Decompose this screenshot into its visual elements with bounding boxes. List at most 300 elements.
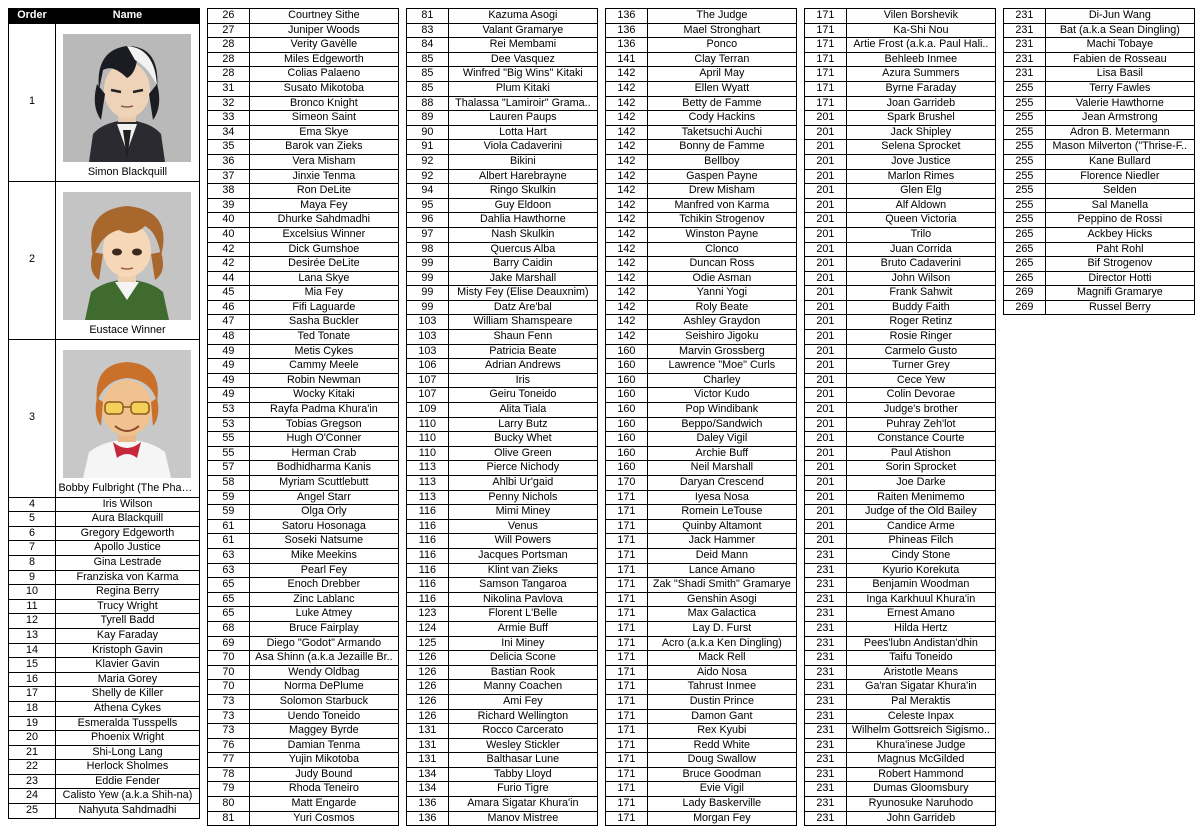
name-header: Name [55,9,199,24]
name-cell: Celeste Inpax [846,709,995,724]
table-row [208,548,399,563]
table-row [208,403,399,418]
name-cell: Inga Karkhuul Khura'in [846,592,995,607]
order-cell: 231 [1004,67,1046,82]
table-row [208,724,399,739]
table-row [805,213,996,228]
table-row [606,548,797,563]
order-cell: 116 [407,563,449,578]
table-row [407,81,598,96]
name-cell: Clonco [647,242,796,257]
order-cell: 10 [9,585,56,600]
name-cell: Nahyuta Sahdmadhi [55,804,199,819]
name-cell: Roger Retinz [846,315,995,330]
name-cell: Charley [647,373,796,388]
order-cell: 33 [208,111,250,126]
order-cell: 142 [606,213,648,228]
bobby-fulbright-portrait-image [63,350,191,478]
order-cell: 171 [606,519,648,534]
table-row [805,446,996,461]
order-cell: 88 [407,96,449,111]
table-row [805,257,996,272]
name-cell: Duncan Ross [647,257,796,272]
order-cell: 171 [805,67,847,82]
name-cell: Pop Windibank [647,403,796,418]
name-cell: Ahlbi Ur'gaid [448,476,597,491]
table-row [407,621,598,636]
name-cell: Ashley Graydon [647,315,796,330]
table-row [9,614,200,629]
name-cell: Rex Kyubi [647,724,796,739]
simon-blackquill-portrait-image [63,34,191,162]
table-row [805,548,996,563]
name-cell: Robert Hammond [846,767,995,782]
table-row [208,111,399,126]
table-row [606,227,797,242]
name-cell: Jove Justice [846,154,995,169]
name-cell: Taifu Toneido [846,651,995,666]
order-cell: 53 [208,403,250,418]
order-cell: 269 [1004,286,1046,301]
name-cell: Yanni Yogi [647,286,796,301]
featured-name: Eustace Winner [89,323,166,336]
table-row [208,651,399,666]
order-cell: 171 [606,811,648,826]
order-cell: 201 [805,330,847,345]
table-row [606,432,797,447]
order-cell: 231 [805,782,847,797]
order-cell: 231 [805,665,847,680]
table-row [1004,9,1195,24]
table-row [606,665,797,680]
order-cell: 95 [407,198,449,213]
name-cell: Joan Garrideb [846,96,995,111]
table-row [407,767,598,782]
table-row [606,38,797,53]
table-row [805,694,996,709]
name-cell: Herlock Sholmes [55,760,199,775]
order-cell: 231 [805,636,847,651]
table-row [805,724,996,739]
table-row [1004,52,1195,67]
table-row [208,38,399,53]
name-cell: Buddy Faith [846,300,995,315]
order-cell: 84 [407,38,449,53]
name-cell: Roly Beate [647,300,796,315]
table-row [606,607,797,622]
order-cell: 171 [606,694,648,709]
name-cell: Colias Palaeno [249,67,398,82]
table-row [1004,227,1195,242]
table-row [805,169,996,184]
table-row [606,388,797,403]
order-cell: 171 [606,607,648,622]
table-row [1004,67,1195,82]
order-cell: 113 [407,461,449,476]
table-row [606,373,797,388]
table-row [606,578,797,593]
order-cell: 171 [805,81,847,96]
name-cell: Ami Fey [448,694,597,709]
name-cell: Kyurio Korekuta [846,563,995,578]
featured-order: 1 [9,23,56,181]
name-cell: Victor Kudo [647,388,796,403]
table-row [1004,198,1195,213]
name-cell: Klint van Zieks [448,563,597,578]
order-cell: 8 [9,555,56,570]
table-row [407,534,598,549]
name-cell: Jacques Portsman [448,548,597,563]
name-cell: Paht Rohl [1045,242,1194,257]
order-cell: 131 [407,724,449,739]
name-cell: Florence Niedler [1045,169,1194,184]
order-cell: 231 [805,563,847,578]
order-cell: 90 [407,125,449,140]
name-cell: Albert Harebrayne [448,169,597,184]
table-row [208,417,399,432]
table-row [407,227,598,242]
name-cell: Glen Elg [846,184,995,199]
order-cell: 63 [208,563,250,578]
table-row [805,388,996,403]
order-cell: 97 [407,227,449,242]
order-cell: 106 [407,359,449,374]
order-cell: 63 [208,548,250,563]
table-row [606,724,797,739]
order-cell: 116 [407,548,449,563]
name-cell: Paul Atishon [846,446,995,461]
name-cell: Judy Bound [249,767,398,782]
order-cell: 231 [805,621,847,636]
order-cell: 79 [208,782,250,797]
name-cell: Winfred "Big Wins" Kitaki [448,67,597,82]
name-cell: Jack Shipley [846,125,995,140]
table-row [9,643,200,658]
name-cell: Carmelo Gusto [846,344,995,359]
order-cell: 231 [1004,23,1046,38]
name-cell: Valant Gramarye [448,23,597,38]
order-cell: 171 [606,651,648,666]
order-cell: 142 [606,184,648,199]
table-row [208,227,399,242]
featured-row [9,339,200,497]
name-cell: Neil Marshall [647,461,796,476]
name-cell: Juan Corrida [846,242,995,257]
name-cell: Benjamin Woodman [846,578,995,593]
order-cell: 55 [208,446,250,461]
name-cell: Bucky Whet [448,432,597,447]
table-row [407,490,598,505]
name-cell: Peppino de Rossi [1045,213,1194,228]
name-cell: Aido Nosa [647,665,796,680]
order-cell: 55 [208,432,250,447]
name-cell: Magnifi Gramarye [1045,286,1194,301]
order-cell: 201 [805,373,847,388]
table-row [9,731,200,746]
table-row [606,169,797,184]
table-row [407,184,598,199]
table-row [606,680,797,695]
name-cell: Manov Mistree [448,811,597,826]
table-row [805,330,996,345]
table-row [208,9,399,24]
order-cell: 231 [805,651,847,666]
name-cell: Sorin Sprocket [846,461,995,476]
order-cell: 16 [9,672,56,687]
name-cell: Bif Strogenov [1045,257,1194,272]
order-cell: 94 [407,184,449,199]
order-cell: 28 [208,38,250,53]
name-cell: Vera Misham [249,154,398,169]
order-cell: 116 [407,505,449,520]
order-cell: 142 [606,271,648,286]
order-cell: 46 [208,300,250,315]
name-cell: Dahlia Hawthorne [448,213,597,228]
order-cell: 171 [606,782,648,797]
table-row [9,599,200,614]
order-cell: 107 [407,388,449,403]
name-cell: Phoenix Wright [55,731,199,746]
order-cell: 171 [606,709,648,724]
order-cell: 231 [805,607,847,622]
table-row [606,257,797,272]
name-cell: Rosie Ringer [846,330,995,345]
table-row [208,665,399,680]
table-row [407,505,598,520]
order-cell: 42 [208,242,250,257]
table-row [208,811,399,826]
order-cell: 160 [606,403,648,418]
order-cell: 34 [208,125,250,140]
order-cell: 92 [407,154,449,169]
order-cell: 73 [208,694,250,709]
name-cell: Ted Tonate [249,330,398,345]
table-row [407,636,598,651]
order-cell: 28 [208,52,250,67]
order-cell: 171 [606,724,648,739]
order-cell: 201 [805,198,847,213]
order-cell: 255 [1004,81,1046,96]
name-cell: Fifi Laguarde [249,300,398,315]
name-cell: Selden [1045,184,1194,199]
table-row [805,111,996,126]
order-cell: 65 [208,578,250,593]
table-row [1004,242,1195,257]
table-row [208,23,399,38]
table-row [208,184,399,199]
table-row [407,330,598,345]
order-cell: 27 [208,23,250,38]
table-row [606,96,797,111]
table-row [1004,140,1195,155]
name-cell: Klavier Gavin [55,658,199,673]
order-cell: 231 [805,738,847,753]
table-row [606,125,797,140]
name-cell: Bellboy [647,154,796,169]
name-cell: Candice Arme [846,519,995,534]
name-cell: Cody Hackins [647,111,796,126]
name-cell: Kay Faraday [55,628,199,643]
name-cell: Thalassa "Lamiroir" Grama.. [448,96,597,111]
table-row [407,548,598,563]
table-row [407,724,598,739]
name-cell: Ellen Wyatt [647,81,796,96]
name-cell: Lawrence "Moe" Curls [647,359,796,374]
name-cell: Guy Eldoon [448,198,597,213]
order-cell: 231 [805,548,847,563]
order-cell: 134 [407,767,449,782]
order-cell: 160 [606,432,648,447]
table-row [407,563,598,578]
table-row [9,774,200,789]
table-row [208,753,399,768]
name-cell: Dumas Gloomsbury [846,782,995,797]
ranking-table-1 [8,8,200,819]
name-cell: Daryan Crescend [647,476,796,491]
name-cell: Gina Lestrade [55,555,199,570]
order-cell: 38 [208,184,250,199]
table-row [606,767,797,782]
order-cell: 131 [407,738,449,753]
order-cell: 65 [208,592,250,607]
table-row [805,315,996,330]
name-cell: Miles Edgeworth [249,52,398,67]
order-cell: 142 [606,300,648,315]
table-row [407,519,598,534]
name-cell: Bat (a.k.a Sean Dingling) [1045,23,1194,38]
order-cell: 142 [606,315,648,330]
name-cell: Khura'inese Judge [846,738,995,753]
order-cell: 13 [9,628,56,643]
name-cell: Trucy Wright [55,599,199,614]
order-cell: 171 [606,548,648,563]
table-row [805,140,996,155]
name-cell: Tabby Lloyd [448,767,597,782]
order-cell: 160 [606,344,648,359]
order-cell: 85 [407,81,449,96]
table-row [208,563,399,578]
order-cell: 201 [805,417,847,432]
featured-cell [55,181,199,339]
table-row [208,490,399,505]
order-cell: 201 [805,257,847,272]
name-cell: Mason Milverton ("Thrise-F.. [1045,140,1194,155]
order-cell: 99 [407,257,449,272]
table-row [208,505,399,520]
name-cell: Datz Are'bal [448,300,597,315]
table-row [805,592,996,607]
name-cell: Joe Darke [846,476,995,491]
order-cell: 32 [208,96,250,111]
table-row [407,38,598,53]
name-cell: Richard Wellington [448,709,597,724]
order-cell: 22 [9,760,56,775]
name-cell: Wendy Oldbag [249,665,398,680]
name-cell: Soseki Natsume [249,534,398,549]
order-cell: 265 [1004,271,1046,286]
order-cell: 126 [407,680,449,695]
table-row [9,745,200,760]
table-row [407,607,598,622]
table-row [208,373,399,388]
order-cell: 255 [1004,111,1046,126]
table-row [407,9,598,24]
name-cell: Betty de Famme [647,96,796,111]
table-row [805,81,996,96]
table-row [606,111,797,126]
name-cell: Myriam Scuttlebutt [249,476,398,491]
order-cell: 28 [208,67,250,82]
table-row [407,797,598,812]
order-cell: 36 [208,154,250,169]
order-cell: 142 [606,154,648,169]
order-cell: 142 [606,140,648,155]
order-cell: 231 [805,680,847,695]
name-cell: April May [647,67,796,82]
order-cell: 160 [606,461,648,476]
name-cell: Pierce Nichody [448,461,597,476]
name-cell: Vilen Borshevik [846,9,995,24]
name-cell: Calisto Yew (a.k.a Shih-na) [55,789,199,804]
table-row [9,789,200,804]
table-row [407,154,598,169]
name-cell: Dick Gumshoe [249,242,398,257]
order-cell: 201 [805,359,847,374]
order-cell: 110 [407,417,449,432]
name-cell: Uendo Toneido [249,709,398,724]
name-cell: Constance Courte [846,432,995,447]
table-row [407,344,598,359]
order-cell: 76 [208,738,250,753]
order-cell: 21 [9,745,56,760]
order-cell: 255 [1004,96,1046,111]
order-cell: 171 [805,96,847,111]
name-cell: Penny Nichols [448,490,597,505]
order-cell: 61 [208,519,250,534]
name-cell: Gregory Edgeworth [55,526,199,541]
name-cell: Ernest Amano [846,607,995,622]
name-cell: Morgan Fey [647,811,796,826]
name-cell: Rocco Carcerato [448,724,597,739]
table-row [606,797,797,812]
order-cell: 171 [606,534,648,549]
name-cell: Quinby Altamont [647,519,796,534]
table-row [805,782,996,797]
name-cell: Colin Devorae [846,388,995,403]
order-cell: 160 [606,417,648,432]
table-row [407,140,598,155]
order-cell: 99 [407,286,449,301]
table-row [9,585,200,600]
table-row [9,628,200,643]
name-cell: Asa Shinn (a.k.a Jezaille Br.. [249,651,398,666]
table-row [407,23,598,38]
name-cell: Taketsuchi Auchi [647,125,796,140]
table-row [407,665,598,680]
name-cell: Barry Caidin [448,257,597,272]
order-cell: 68 [208,621,250,636]
name-cell: Balthasar Lune [448,753,597,768]
name-cell: Kazuma Asogi [448,9,597,24]
table-row [805,9,996,24]
table-row [208,271,399,286]
name-cell: Phineas Filch [846,534,995,549]
name-cell: Max Galactica [647,607,796,622]
name-cell: Olga Orly [249,505,398,520]
order-cell: 116 [407,534,449,549]
name-cell: Behleeb Inmee [846,52,995,67]
name-cell: Pees'lubn Andistan'dhin [846,636,995,651]
